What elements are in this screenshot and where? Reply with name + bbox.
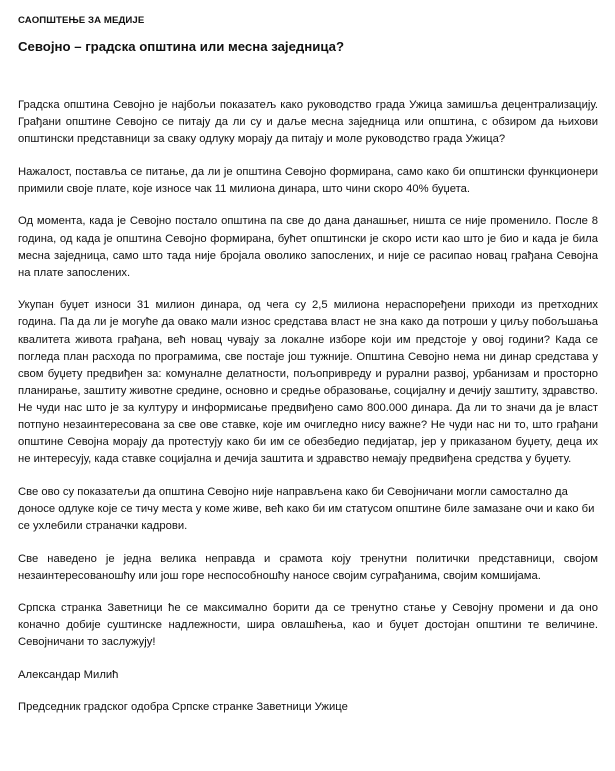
paragraph-2: Нажалост, поставља се питање, да ли је општина Севојно формирана, само како би општински функционери примили своје плате, које износе чак 11 милиона динара, што чини скоро 40% буџета. bbox=[18, 165, 598, 195]
paragraph-5: Све ово су показатељи да општина Севојно није направљена како би Севојничани могли самостално да доносе одлуке које се тичу места у коме живе, већ како би им статусом општине биле замазане очи и како би се ухлебили страначки кадрови. bbox=[18, 485, 595, 532]
author-name: Александар Милић bbox=[18, 669, 119, 682]
paragraph-6: Све наведено је једна велика неправда и срамота коју тренутни политички представници, својом незаинтересованошћу или још горе неспособношћу наносе својим суграђанима, својим комшијама. bbox=[18, 552, 598, 582]
author-role: Председник градског одобра Српске странке Заветници Ужице bbox=[18, 701, 348, 714]
document-body bbox=[18, 97, 598, 716]
document-title: Севојно – градска општина или месна заједница? bbox=[18, 39, 345, 54]
paragraph-3: Од момента, када је Севојно постало општина па све до дана данашњег, ништа се није променило. После 8 година, од када је општина Севојно формирана, бућет општински је скоро исти као што је био и када је била месна заједница, само што тада није бројала оволико запослених, и није се расипао новац грађана Севојна на плате запослених. bbox=[18, 215, 598, 279]
paragraph-7: Српска странка Заветници ће се максимално борити да се тренутно стање у Севојну промени и да оно коначно добије суштинске надлежности, шира овлашћења, као и буџет достојан општини те величине. Севојничани то заслужују! bbox=[18, 602, 598, 649]
press-release-page bbox=[18, 14, 598, 731]
paragraph-1: Градска општина Севојно је најбољи показатељ како руководство града Ужица замишља децентрализацију. Грађани општине Севојно се питају да ли су и даље месна заједница или општина, с обзиром да њихови општински представници за сваку одлуку морају да питају и моле руководство града Ужица? bbox=[18, 99, 598, 146]
document-label: САОПШТЕЊЕ ЗА МЕДИЈЕ bbox=[18, 15, 145, 26]
paragraph-4: Укупан буџет износи 31 милион динара, од чега су 2,5 милиона нераспоређени приходи из претходних година. Па да ли је могуће да овако мали износ средстава власт не зна како да потроши у циљу побољшања квалитета живота грађана, већ новац чувају за локалне изборе који им предстоје у овој години? Када се погледа план расхода по програмима, све постаје још тужније. Општина Севојно нема ни динар средстава у свом буџету предвиђен за: комуналне делатности, пољопривреду и рурални развој, урбанизам и просторно планирање, заштиту животне средине, основно и средње образовање, социјалну и дечију заштиту, здравство. Не чуди нас што је за културу и информисање предвиђено само 800.000 динара. Да ли то значи да је власт потпуно незаинтересована за све ове ставке, које им очигледно нису важне? Не чуди нас ни то, што грађани општине Севојна морају да протестују како би им се обезбедио педијатар, јер у приказаном буџету, деца их не интересују, када ставке социјална и дечија заштита и здравство немају предвиђена средства у буџету. bbox=[18, 299, 598, 466]
